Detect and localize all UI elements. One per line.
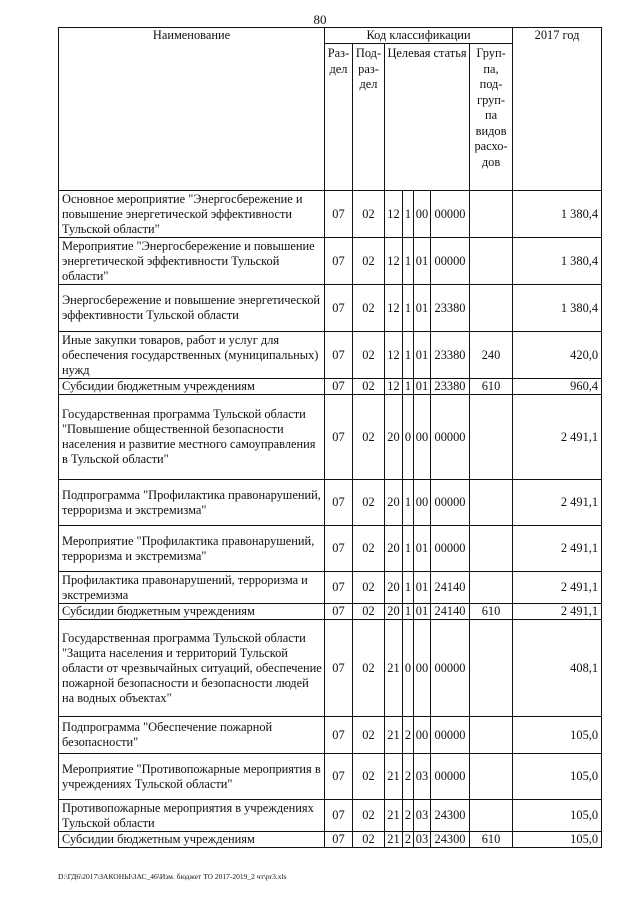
row-amount: 2 491,1 [513,604,602,620]
row-target-direction: 00000 [431,191,470,238]
row-podrazdel: 02 [353,526,385,572]
row-target-subprogram: 2 [403,717,414,754]
row-podrazdel: 02 [353,191,385,238]
header-name: Наименование [59,28,325,191]
row-name: Подпрограмма "Профилактика правонарушений, терроризма и экстремизма" [59,480,325,526]
row-amount: 105,0 [513,800,602,832]
row-expense-group [470,395,513,480]
row-expense-group [470,800,513,832]
row-target-event: 00 [414,395,431,480]
row-podrazdel: 02 [353,572,385,604]
row-target-event: 00 [414,191,431,238]
row-target-event: 01 [414,604,431,620]
row-expense-group [470,717,513,754]
row-target-subprogram: 1 [403,480,414,526]
row-razdel: 07 [325,285,353,332]
row-target-direction: 24140 [431,604,470,620]
table-row [59,800,602,832]
row-amount: 2 491,1 [513,526,602,572]
row-amount: 2 491,1 [513,572,602,604]
row-name: Основное мероприятие "Энергосбережение и повышение энергетической эффективности Тульской области" [59,191,325,238]
header-target-article: Целевая статья [385,44,470,191]
row-target-event: 00 [414,717,431,754]
row-target-program: 21 [385,620,403,717]
row-target-event: 03 [414,800,431,832]
row-name: Государственная программа Тульской области "Повышение общественной безопасности населения и развитие местного самоуправления в Тульской области" [59,395,325,480]
budget-table [58,27,602,848]
row-razdel: 07 [325,332,353,379]
header-expense-group: Груп- па, под- груп- па видов расхо- дов [470,44,513,191]
row-target-program: 20 [385,395,403,480]
row-name: Профилактика правонарушений, терроризма и экстремизма [59,572,325,604]
row-podrazdel: 02 [353,717,385,754]
table-row [59,717,602,754]
row-razdel: 07 [325,379,353,395]
table-row [59,191,602,238]
row-target-direction: 24140 [431,572,470,604]
row-razdel: 07 [325,526,353,572]
page-number: 80 [313,12,327,27]
table-row [59,285,602,332]
row-amount: 2 491,1 [513,395,602,480]
row-name: Мероприятие "Энергосбережение и повышение энергетической эффективности Тульской области" [59,238,325,285]
row-target-direction: 00000 [431,754,470,800]
row-name: Мероприятие "Профилактика правонарушений, терроризма и экстремизма" [59,526,325,572]
row-expense-group [470,572,513,604]
row-podrazdel: 02 [353,832,385,848]
row-name: Противопожарные мероприятия в учреждениях Тульской области [59,800,325,832]
row-target-program: 21 [385,800,403,832]
row-razdel: 07 [325,754,353,800]
header-year: 2017 год [513,28,602,191]
row-name: Субсидии бюджетным учреждениям [59,604,325,620]
row-target-program: 20 [385,604,403,620]
table-row [59,572,602,604]
row-target-subprogram: 1 [403,379,414,395]
row-expense-group: 610 [470,379,513,395]
row-expense-group [470,238,513,285]
row-name: Энергосбережение и повышение энергетической эффективности Тульской области [59,285,325,332]
row-name: Субсидии бюджетным учреждениям [59,379,325,395]
row-amount: 105,0 [513,754,602,800]
row-razdel: 07 [325,832,353,848]
row-target-program: 20 [385,480,403,526]
row-name: Подпрограмма "Обеспечение пожарной безопасности" [59,717,325,754]
row-target-subprogram: 1 [403,285,414,332]
row-name: Иные закупки товаров, работ и услуг для обеспечения государственных (муниципальных) нужд [59,332,325,379]
row-name: Субсидии бюджетным учреждениям [59,832,325,848]
row-razdel: 07 [325,480,353,526]
table-row [59,526,602,572]
row-razdel: 07 [325,238,353,285]
row-podrazdel: 02 [353,238,385,285]
row-name: Государственная программа Тульской области "Защита населения и территорий Тульской области от чрезвычайных ситуаций, обеспечение пожарной безопасности и безопасности людей на водных объектах" [59,620,325,717]
row-target-program: 12 [385,191,403,238]
table-row [59,395,602,480]
row-amount: 408,1 [513,620,602,717]
row-target-event: 03 [414,832,431,848]
row-target-program: 21 [385,717,403,754]
row-amount: 105,0 [513,832,602,848]
row-expense-group: 240 [470,332,513,379]
row-razdel: 07 [325,395,353,480]
row-target-subprogram: 1 [403,191,414,238]
row-expense-group [470,480,513,526]
row-target-direction: 23380 [431,332,470,379]
row-target-event: 03 [414,754,431,800]
row-podrazdel: 02 [353,379,385,395]
row-razdel: 07 [325,572,353,604]
row-target-subprogram: 1 [403,526,414,572]
row-target-subprogram: 2 [403,832,414,848]
row-target-subprogram: 1 [403,572,414,604]
row-expense-group [470,285,513,332]
table-row [59,604,602,620]
row-target-direction: 00000 [431,620,470,717]
row-podrazdel: 02 [353,604,385,620]
row-name: Мероприятие "Противопожарные мероприятия в учреждениях Тульской области" [59,754,325,800]
row-target-direction: 24300 [431,832,470,848]
row-target-direction: 24300 [431,800,470,832]
row-podrazdel: 02 [353,480,385,526]
row-razdel: 07 [325,800,353,832]
row-razdel: 07 [325,604,353,620]
row-razdel: 07 [325,191,353,238]
table-row [59,832,602,848]
row-target-subprogram: 2 [403,754,414,800]
header-code-group: Код классификации [325,28,513,44]
row-target-program: 12 [385,238,403,285]
row-target-subprogram: 2 [403,800,414,832]
row-target-subprogram: 0 [403,395,414,480]
row-target-program: 12 [385,379,403,395]
row-target-event: 01 [414,285,431,332]
row-target-program: 20 [385,572,403,604]
row-target-direction: 00000 [431,238,470,285]
table-row [59,238,602,285]
row-target-event: 00 [414,480,431,526]
row-expense-group [470,754,513,800]
row-amount: 1 380,4 [513,191,602,238]
row-podrazdel: 02 [353,285,385,332]
row-expense-group [470,526,513,572]
row-podrazdel: 02 [353,754,385,800]
row-podrazdel: 02 [353,395,385,480]
row-target-event: 00 [414,620,431,717]
row-target-event: 01 [414,332,431,379]
row-target-event: 01 [414,238,431,285]
row-podrazdel: 02 [353,620,385,717]
row-target-direction: 00000 [431,717,470,754]
row-amount: 960,4 [513,379,602,395]
row-podrazdel: 02 [353,800,385,832]
row-target-direction: 23380 [431,379,470,395]
row-amount: 420,0 [513,332,602,379]
table-row [59,754,602,800]
footer-file-path: D:\ГД6\2017\ЗАКОНЫ\ЗАС_46\Изм. бюджет ТО 2017-2019_2 чт\pr3.xls [58,872,287,881]
row-razdel: 07 [325,620,353,717]
row-amount: 2 491,1 [513,480,602,526]
row-expense-group [470,191,513,238]
row-target-program: 20 [385,526,403,572]
table-row [59,480,602,526]
row-target-program: 12 [385,285,403,332]
header-razdel: Раз- дел [325,44,353,191]
row-target-program: 21 [385,832,403,848]
row-podrazdel: 02 [353,332,385,379]
row-target-subprogram: 1 [403,332,414,379]
row-target-program: 21 [385,754,403,800]
row-expense-group: 610 [470,832,513,848]
row-target-subprogram: 0 [403,620,414,717]
row-amount: 1 380,4 [513,238,602,285]
row-target-direction: 00000 [431,395,470,480]
row-target-program: 12 [385,332,403,379]
row-target-direction: 23380 [431,285,470,332]
row-expense-group: 610 [470,604,513,620]
table-body [59,191,602,848]
row-amount: 105,0 [513,717,602,754]
row-expense-group [470,620,513,717]
table-row [59,620,602,717]
row-target-event: 01 [414,526,431,572]
table-row [59,332,602,379]
header-podrazdel: Под- раз- дел [353,44,385,191]
row-razdel: 07 [325,717,353,754]
row-target-subprogram: 1 [403,604,414,620]
table-row [59,379,602,395]
row-target-subprogram: 1 [403,238,414,285]
row-target-event: 01 [414,572,431,604]
row-target-direction: 00000 [431,480,470,526]
row-amount: 1 380,4 [513,285,602,332]
row-target-event: 01 [414,379,431,395]
row-target-direction: 00000 [431,526,470,572]
